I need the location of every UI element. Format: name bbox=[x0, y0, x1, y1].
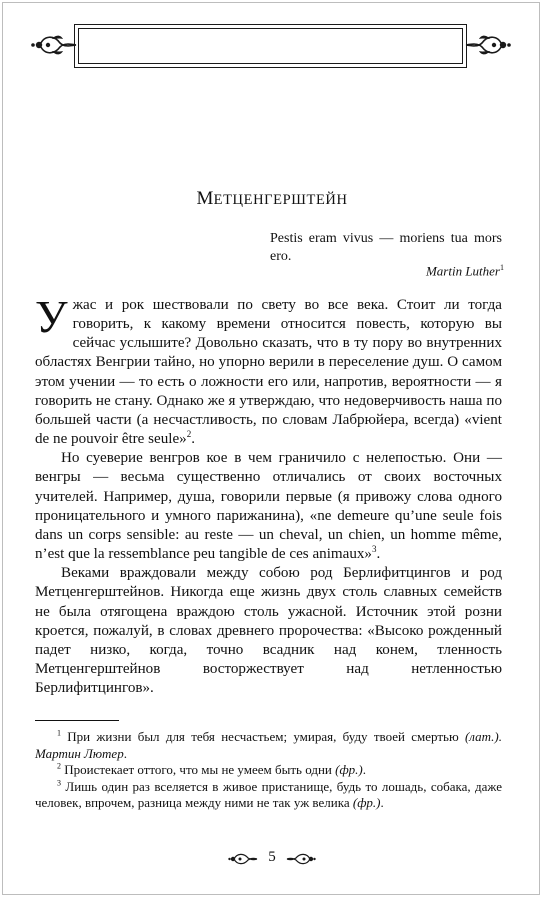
footnote-2 bbox=[35, 762, 502, 779]
drop-cap: У bbox=[35, 291, 68, 342]
footnotes bbox=[35, 729, 502, 812]
footnote-1-tail: . Мартин Лютер bbox=[35, 729, 503, 761]
footnote-3-lang: (фр.) bbox=[352, 795, 381, 810]
footnote-2-lang: (фр.) bbox=[335, 762, 363, 777]
paragraph-3 bbox=[35, 564, 502, 698]
epigraph-author bbox=[426, 263, 504, 279]
header-left-fleuron-icon bbox=[30, 30, 78, 60]
footnote-3 bbox=[35, 779, 502, 812]
paragraph-2-end: . bbox=[376, 546, 381, 563]
footnote-1 bbox=[35, 729, 502, 762]
folio bbox=[0, 849, 544, 869]
footnote-1-text: При жизни был для тебя несчастьем; умирая, буду твоей смертью bbox=[67, 729, 465, 744]
footnote-rule bbox=[35, 720, 119, 721]
footnote-ref-3: 3 bbox=[371, 544, 377, 554]
footnote-3-end: . bbox=[380, 795, 384, 810]
footnote-1-end: . bbox=[123, 745, 127, 761]
paragraph-2-text: Но суеверие венгров кое в чем граничило с нелепостью. Они — венгры — весьма существенно отличались от своих восточных учителей. Например, душа, говорили первые (я привожу слова одного проницательного и умного парижанина), «ne demeure qu’une seule fois dans un corps sensible: au reste — un cheval, un chien, un homme même, n’est que la ressemblance peu tangible de ces animaux» bbox=[35, 450, 502, 563]
paragraph-2 bbox=[35, 449, 502, 564]
header-frame-inner bbox=[78, 28, 463, 64]
page-number: 5 bbox=[268, 849, 276, 865]
folio-left-fleuron-icon bbox=[228, 851, 258, 867]
footnote-3-text: Лишь один раз вселяется в живое пристанище, будь то лошадь, собака, даже человек, впрочем, разница между ними не так уж велика bbox=[35, 778, 502, 810]
footnote-ref-2: 2 bbox=[186, 429, 192, 440]
body-text bbox=[35, 291, 502, 698]
footnote-1-number: 1 bbox=[57, 728, 61, 738]
footnote-1-lang: (лат.) bbox=[464, 729, 499, 744]
footnote-ref-1: 1 bbox=[500, 263, 504, 272]
title-capital: М bbox=[196, 188, 214, 209]
folio-right-fleuron-icon bbox=[286, 851, 316, 867]
header-right-fleuron-icon bbox=[464, 30, 512, 60]
epigraph-author-name: Martin Luther bbox=[425, 263, 500, 279]
footnote-2-end: . bbox=[362, 762, 366, 777]
epigraph-text: Pestis eram vivus — moriens tua mors ero. bbox=[270, 231, 502, 264]
footnote-3-number: 3 bbox=[57, 778, 61, 788]
paragraph-1 bbox=[35, 291, 502, 449]
paragraph-3-text: Веками враждовали между собою род Берлифитцингов и род Метценгерштейнов. Никогда еще жизнь двух столь славных семейств не была отягощена враждою столь ужасной. Источник этой розни кроется, пожалуй, в словах древнего пророчества: «Высоко рожденный падет низко, когда, точно всадник над конем, тленность Метценгерштейнов восторжествует над нетленностью Берлифитцингов». bbox=[35, 565, 502, 697]
footnote-2-text: Проистекает оттого, что мы не умеем быть одни bbox=[64, 762, 336, 777]
paragraph-1-end: . bbox=[191, 431, 195, 448]
story-title bbox=[0, 188, 544, 210]
title-small-caps: ЕТЦЕНГЕРШТЕЙН bbox=[213, 192, 348, 208]
paragraph-1-text: жас и рок шествовали по свету во все века. Стоит ли тогда говорить, к какому времени относится повесть, которую вы сейчас услышите? Довольно сказать, что в ту пору во внутренних областях Венгрии тайно, но упорно верили в переселение душ. О самом этом учении — то есть о ложности его или, напротив, вероятности — я говорить не стану. Однако же я утверждаю, что недоверчивость наша по большей части (а несчастливость, по словам Лабрюйера, всегда) «vient de ne pouvoir être seule» bbox=[35, 297, 502, 448]
footnote-2-number: 2 bbox=[57, 761, 61, 771]
